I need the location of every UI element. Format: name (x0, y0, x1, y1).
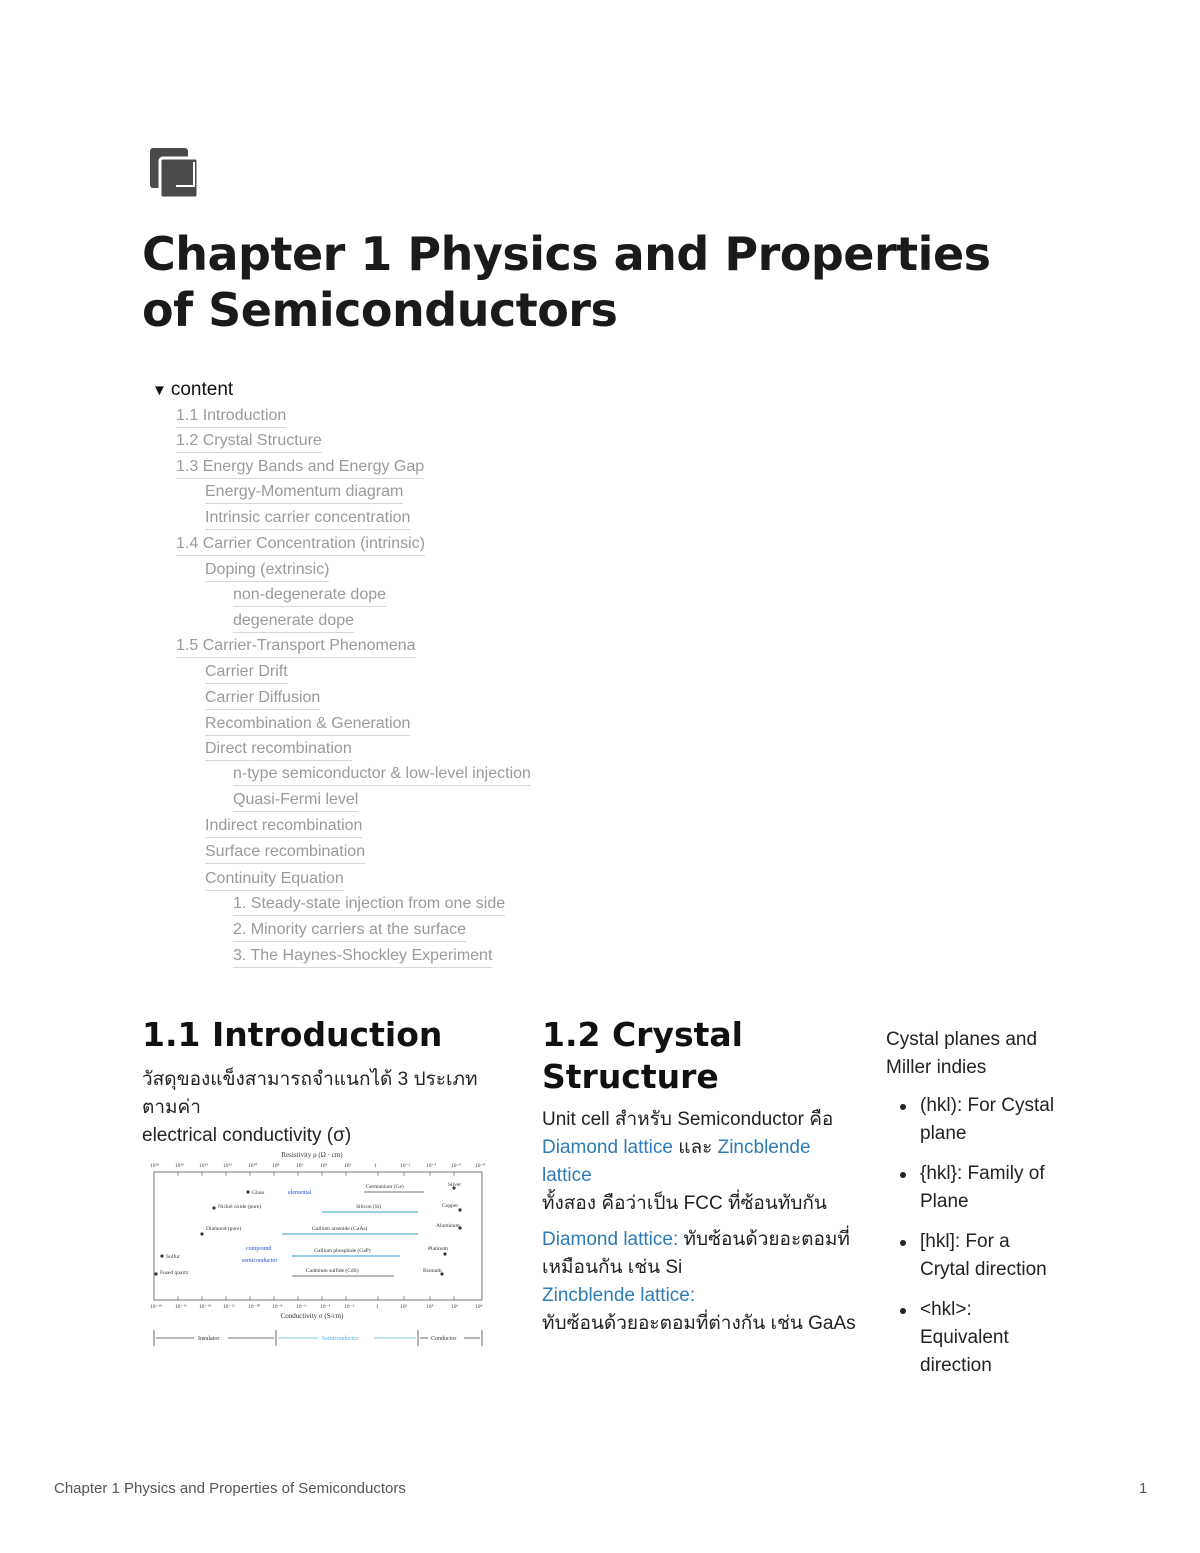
toc-link[interactable]: Continuity Equation (205, 869, 344, 891)
svg-text:10⁴: 10⁴ (320, 1163, 328, 1169)
svg-text:elemental: elemental (288, 1190, 312, 1196)
toc-link[interactable]: Carrier Diffusion (205, 688, 320, 710)
toc-link[interactable]: 1. Steady-state injection from one side (233, 894, 505, 916)
svg-text:10¹⁶: 10¹⁶ (175, 1163, 185, 1169)
miller-title (886, 1026, 1086, 1082)
toc-link[interactable]: 1.4 Carrier Concentration (intrinsic) (176, 534, 425, 556)
intro-paragraph (142, 1066, 512, 1150)
miller-bullet-list (898, 1092, 1068, 1392)
svg-text:10⁻⁶: 10⁻⁶ (296, 1304, 307, 1310)
svg-text:10⁻¹⁰: 10⁻¹⁰ (248, 1304, 261, 1310)
svg-text:Silver: Silver (448, 1182, 462, 1188)
toc-link[interactable]: non-degenerate dope (233, 585, 386, 607)
svg-text:10⁻²: 10⁻² (344, 1304, 355, 1310)
toc-link[interactable]: Direct recombination (205, 739, 352, 761)
svg-text:Cadmium sulfide (CdS): Cadmium sulfide (CdS) (306, 1268, 359, 1274)
zincblende-lattice-link[interactable]: Zincblende (717, 1137, 811, 1158)
document-pages-icon (150, 148, 200, 200)
svg-text:1: 1 (374, 1163, 377, 1169)
diamond-lattice-label[interactable]: Diamond lattice: (542, 1229, 679, 1250)
svg-text:Platinum: Platinum (428, 1246, 448, 1252)
svg-text:10⁻²: 10⁻² (400, 1163, 411, 1169)
footer-title: Chapter 1 Physics and Properties of Semiconductors (54, 1480, 406, 1497)
svg-text:Glass: Glass (252, 1190, 265, 1196)
svg-text:10¹⁴: 10¹⁴ (199, 1163, 209, 1169)
svg-text:Silicon (Si): Silicon (Si) (356, 1204, 382, 1210)
svg-text:10⁻¹⁶: 10⁻¹⁶ (175, 1304, 187, 1310)
toc-link[interactable]: 1.3 Energy Bands and Energy Gap (176, 457, 424, 479)
svg-text:10⁻⁴: 10⁻⁴ (320, 1304, 331, 1310)
svg-text:Bismuth: Bismuth (423, 1268, 442, 1274)
toggle-triangle-icon[interactable]: ▼ (152, 382, 167, 399)
diamond-desc: ทับซ้อนด้วยอะตอมที่ (678, 1229, 850, 1250)
list-item: <hkl>: Equivalent direction (898, 1296, 1068, 1380)
toc-link[interactable]: Carrier Drift (205, 662, 288, 684)
list-item: [hkl]: For a Crytal direction (898, 1228, 1068, 1284)
svg-text:10⁻¹²: 10⁻¹² (223, 1304, 235, 1310)
toc-link[interactable]: Surface recombination (205, 842, 365, 864)
svg-text:Conductor: Conductor (431, 1336, 457, 1342)
svg-text:10⁻⁸: 10⁻⁸ (272, 1304, 283, 1310)
page-title: Chapter 1 Physics and Properties of Semiconductors (142, 227, 991, 337)
heading-line: 1.2 Crystal (542, 1015, 743, 1054)
toc-link[interactable]: 1.5 Carrier-Transport Phenomena (176, 636, 416, 658)
list-item: {hkl}: Family of Plane (898, 1160, 1068, 1216)
svg-text:10⁻¹⁴: 10⁻¹⁴ (199, 1304, 211, 1310)
svg-text:10⁶: 10⁶ (451, 1304, 459, 1310)
svg-text:10¹⁸: 10¹⁸ (150, 1163, 160, 1169)
svg-text:Semiconductor: Semiconductor (322, 1336, 359, 1342)
svg-text:10²: 10² (344, 1163, 352, 1169)
toc-link[interactable]: Doping (extrinsic) (205, 560, 329, 582)
svg-text:10⁻⁸: 10⁻⁸ (475, 1163, 486, 1169)
svg-text:10⁻¹⁸: 10⁻¹⁸ (150, 1304, 162, 1310)
toc-link[interactable]: 3. The Haynes-Shockley Experiment (233, 946, 492, 968)
fcc-note: ทั้งสอง คือว่าเป็น FCC ที่ซ้อนทับกัน (542, 1193, 827, 1214)
conductivity-scale-figure (142, 1148, 494, 1353)
toc-link[interactable]: degenerate dope (233, 611, 354, 633)
figure-bottom-axis-label: Conductivity σ (S/cm) (280, 1312, 344, 1320)
svg-text:Nickel oxide (pure): Nickel oxide (pure) (218, 1204, 262, 1210)
svg-text:10⁸: 10⁸ (475, 1304, 483, 1310)
toc-link[interactable]: 1.2 Crystal Structure (176, 431, 322, 453)
toc-toggle[interactable] (152, 377, 233, 403)
toc-link[interactable]: Indirect recombination (205, 816, 362, 838)
list-item: (hkl): For Cystal plane (898, 1092, 1068, 1148)
toc-link[interactable]: Recombination & Generation (205, 714, 410, 736)
svg-text:1: 1 (376, 1304, 379, 1310)
miller-title-line: Cystal planes and (886, 1029, 1038, 1050)
diamond-desc: เหมือนกัน เช่น Si (542, 1257, 683, 1278)
zincblende-desc: ทับซ้อนด้วยอะตอมที่ต่างกัน เช่น GaAs (542, 1313, 856, 1334)
svg-text:10⁻⁴: 10⁻⁴ (426, 1163, 437, 1169)
toc-link[interactable]: Energy-Momentum diagram (205, 482, 403, 504)
table-of-contents (152, 377, 233, 403)
intro-text-line: วัสดุของแข็งสามารถจำแนกได้ 3 ประเภท ตามค่า (142, 1069, 478, 1118)
zincblende-lattice-label[interactable]: Zincblende lattice: (542, 1285, 696, 1306)
diamond-lattice-link[interactable]: Diamond lattice (542, 1137, 673, 1158)
section-heading-crystal-structure (542, 1014, 862, 1098)
svg-text:Insulator: Insulator (198, 1336, 220, 1342)
conjunction-text: และ (672, 1137, 718, 1158)
page-number: 1 (1139, 1480, 1148, 1497)
svg-text:compound: compound (246, 1246, 272, 1252)
toc-link[interactable]: Quasi-Fermi level (233, 790, 358, 812)
toc-link[interactable]: 2. Minority carriers at the surface (233, 920, 466, 942)
svg-text:Aluminum: Aluminum (436, 1223, 460, 1229)
section-heading-introduction: 1.1 Introduction (142, 1015, 443, 1054)
heading-line: Structure (542, 1057, 719, 1096)
svg-text:Gallium phosphide (GaP): Gallium phosphide (GaP) (314, 1248, 371, 1254)
toc-link[interactable]: n-type semiconductor & low-level injection (233, 764, 531, 786)
svg-text:10¹²: 10¹² (223, 1163, 232, 1169)
svg-text:10⁴: 10⁴ (426, 1304, 434, 1310)
svg-text:Gallium arsenide (GaAs): Gallium arsenide (GaAs) (312, 1226, 368, 1232)
zincblende-lattice-link[interactable]: lattice (542, 1165, 592, 1186)
lattice-definitions (542, 1226, 862, 1338)
svg-text:10¹⁰: 10¹⁰ (248, 1163, 258, 1169)
miller-title-line: Miller indies (886, 1057, 987, 1078)
svg-text:10⁸: 10⁸ (272, 1163, 280, 1169)
intro-text-line: electrical conductivity (σ) (142, 1125, 352, 1146)
svg-text:semiconductor: semiconductor (242, 1258, 278, 1264)
unit-cell-text: Unit cell สำหรับ Semiconductor คือ (542, 1109, 834, 1130)
toc-link[interactable]: 1.1 Introduction (176, 406, 286, 428)
figure-top-axis-label: Resistivity ρ (Ω · cm) (281, 1151, 343, 1159)
svg-text:Fused quartz: Fused quartz (160, 1270, 189, 1276)
svg-text:Copper: Copper (442, 1203, 459, 1209)
svg-text:10⁻⁶: 10⁻⁶ (451, 1163, 462, 1169)
crystal-paragraph (542, 1106, 862, 1218)
svg-text:Diamond (pure): Diamond (pure) (206, 1226, 242, 1232)
svg-text:Sulfur: Sulfur (166, 1254, 180, 1260)
svg-text:10⁶: 10⁶ (296, 1163, 304, 1169)
toc-heading: content (170, 379, 234, 400)
svg-text:Germanium (Ge): Germanium (Ge) (366, 1184, 404, 1190)
svg-text:10²: 10² (400, 1304, 408, 1310)
toc-link[interactable]: Intrinsic carrier concentration (205, 508, 410, 530)
